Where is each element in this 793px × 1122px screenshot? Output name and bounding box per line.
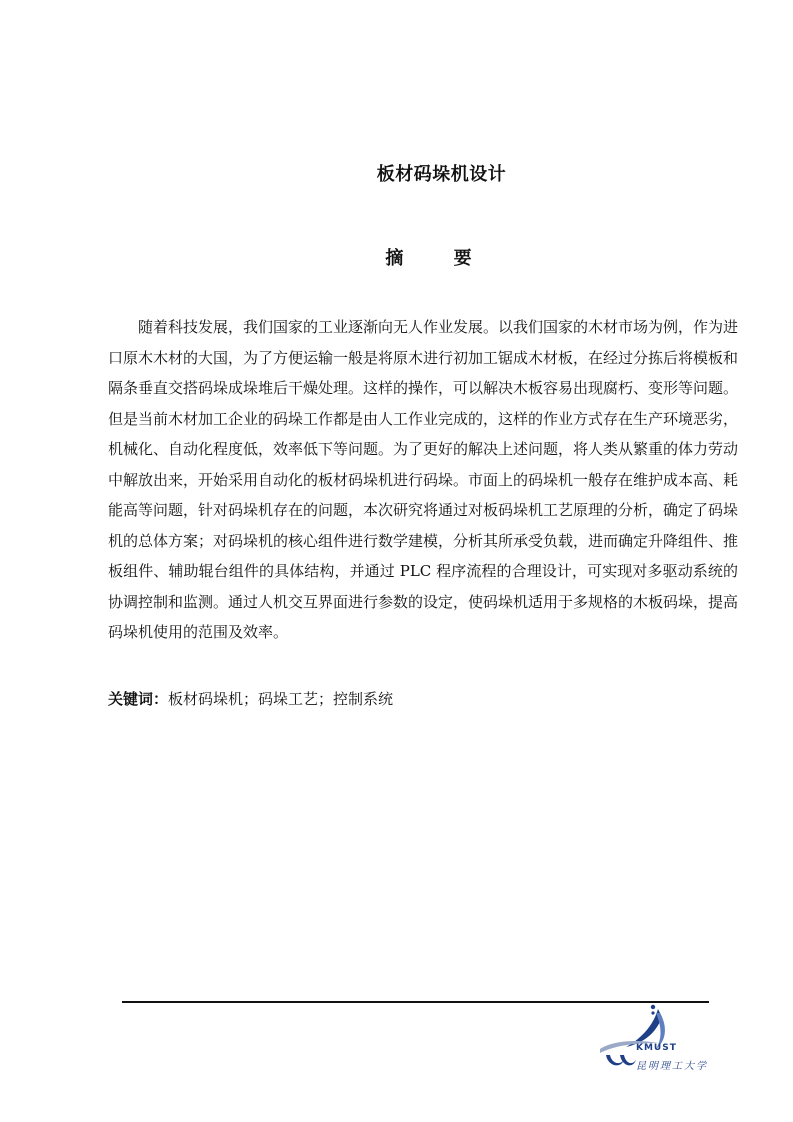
abstract-body: 随着科技发展，我们国家的工业逐渐向无人作业发展。以我们国家的木材市场为例，作为进口原木木材的大国，为了方便运输一般是将原木进行初加工锯成木材板，在经过分拣后将模板和隔条垂直交搭码垛成垛堆后干燥处理。这样的操作，可以解决木板容易出现腐朽、变形等问题。但是当前木材加工企业的码垛工作都是由人工作业完成的，这样的作业方式存在生产环境恶劣，机械化、自动化程度低，效率低下等问题。为了更好的解决上述问题，将人类从繁重的体力劳动中解放出来，开始采用自动化的板材码垛机进行码垛。市面上的码垛机一般存在维护成本高、耗能高等问题，针对码垛机存在的问题，本次研究将通过对板码垛机工艺原理的分析，确定了码垛机的总体方案；对码垛机的核心组件进行数学建模，分析其所承受负载，进而确定升降组件、推板组件、辅助辊台组件的具体结构，并通过 PLC 程序流程的合理设计，可实现对多驱动系统的协调控制和监测。通过人机交互界面进行参数的设定，使码垛机适用于多规格的木板码垛，提高码垛机使用的范围及效率。 bbox=[108, 318, 739, 641]
university-logo bbox=[596, 1003, 716, 1075]
keywords-line bbox=[108, 686, 738, 712]
document-title: 板材码垛机设计 bbox=[376, 164, 507, 185]
keywords-label: 关键词： bbox=[108, 690, 169, 708]
abstract-heading: 摘 要 bbox=[385, 248, 494, 269]
logo-abbreviation: KMUST bbox=[636, 1043, 677, 1053]
logo-university-name: 昆明理工大学 bbox=[636, 1061, 708, 1072]
keywords-value: 板材码垛机；码垛工艺；控制系统 bbox=[168, 690, 394, 708]
